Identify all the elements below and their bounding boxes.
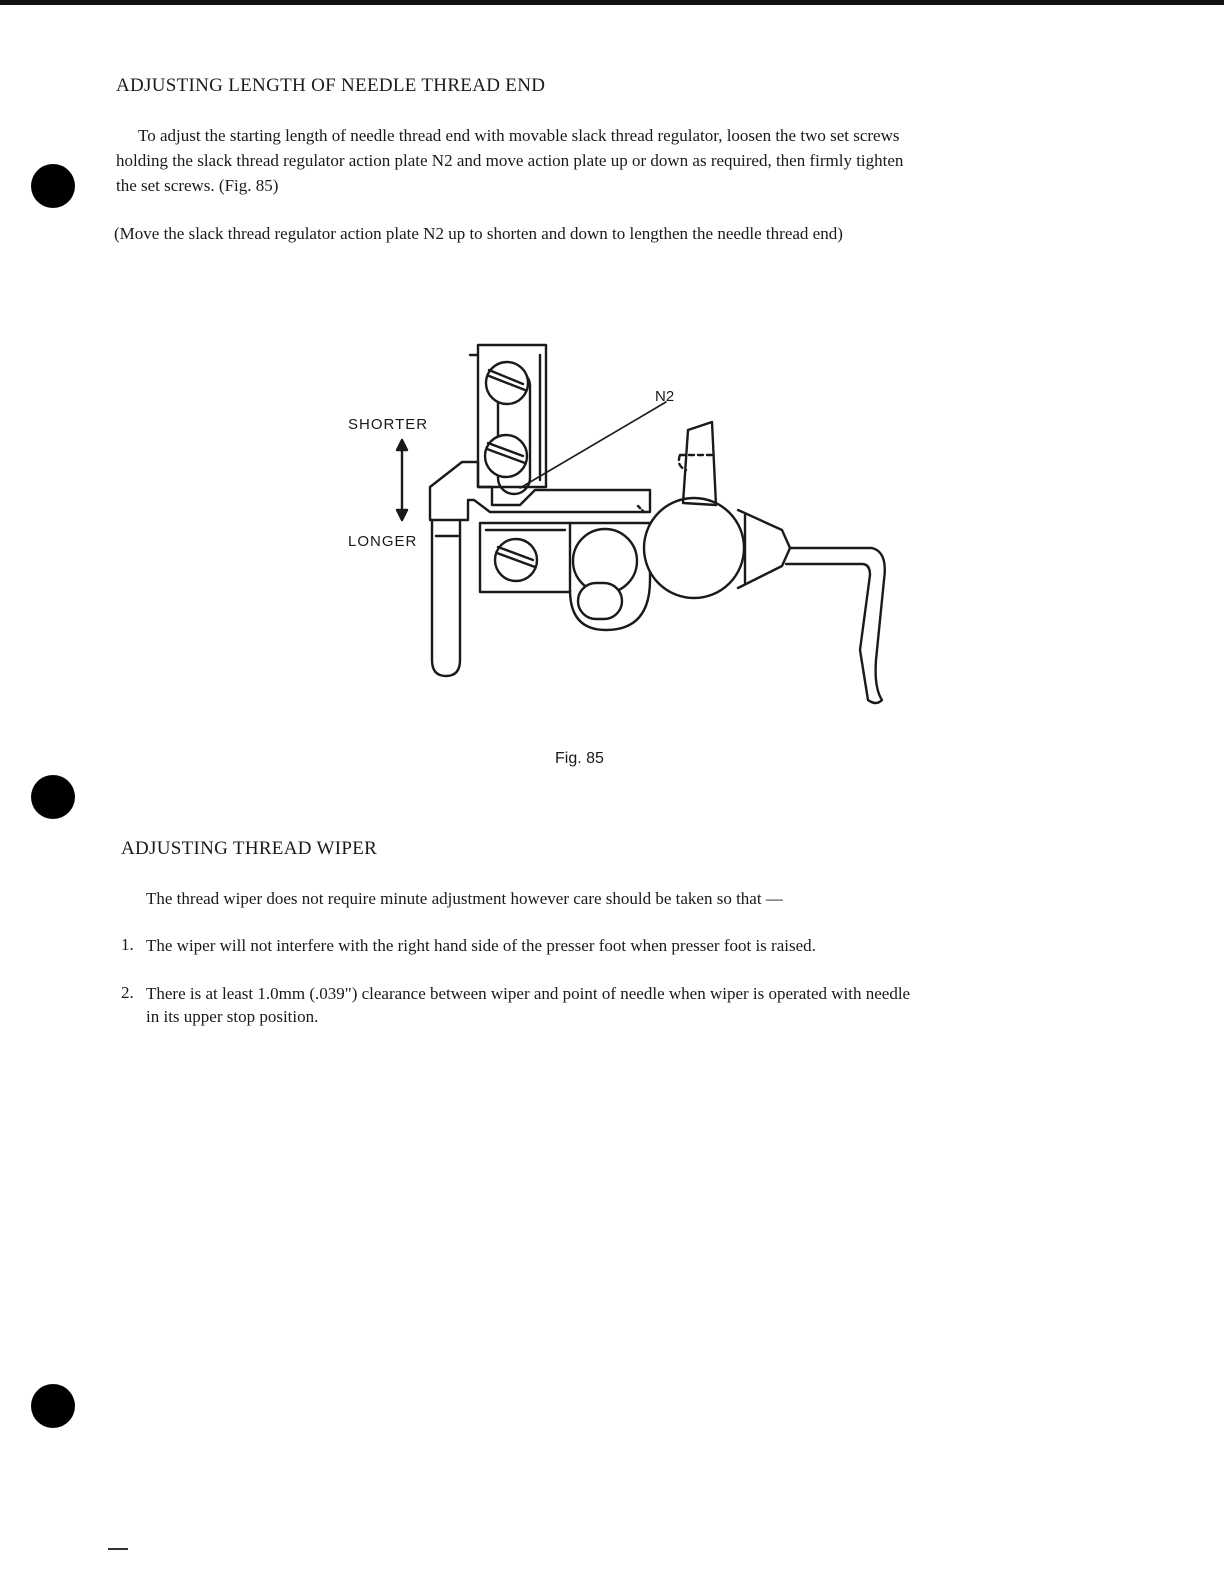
middle-set-screw bbox=[485, 435, 527, 477]
list-item-line: There is at least 1.0mm (.039") clearance between wiper and point of needle when wiper is operated with needle bbox=[146, 984, 911, 1003]
list-item-line: in its upper stop position. bbox=[146, 1007, 319, 1026]
list-item-2 bbox=[146, 981, 910, 1029]
direction-arrow-icon bbox=[397, 440, 407, 520]
lower-set-screw bbox=[495, 539, 537, 581]
label-shorter: SHORTER bbox=[348, 416, 429, 433]
upright-post-dashed bbox=[679, 455, 712, 470]
list-number-2: 2. bbox=[121, 983, 134, 1002]
list-item-line: The wiper will not interfere with the right hand side of the presser foot when presser foot is raised. bbox=[146, 936, 816, 955]
left-arm bbox=[432, 520, 460, 676]
paragraph-line: the set screws. (Fig. 85) bbox=[116, 176, 279, 195]
round-hub-slot bbox=[578, 583, 622, 619]
section-heading-needle-thread: ADJUSTING LENGTH OF NEEDLE THREAD END bbox=[116, 75, 546, 96]
paragraph-wiper-intro: The thread wiper does not require minute adjustment however care should be taken so that — bbox=[146, 889, 783, 908]
label-longer: LONGER bbox=[348, 533, 418, 550]
paragraph-line: holding the slack thread regulator action plate N2 and move action plate up or down as required, then firmly tighten bbox=[116, 151, 904, 170]
n2-leader-line bbox=[520, 402, 666, 488]
upright-post bbox=[683, 422, 716, 505]
bottom-margin-mark bbox=[108, 1548, 128, 1550]
wiper-arm bbox=[786, 548, 885, 703]
upper-set-screw bbox=[486, 362, 528, 404]
large-disk bbox=[644, 498, 744, 598]
list-item-1 bbox=[146, 933, 816, 958]
paragraph-line: To adjust the starting length of needle thread end with movable slack thread regulator, loosen the two set screws bbox=[138, 126, 900, 145]
section-heading-thread-wiper: ADJUSTING THREAD WIPER bbox=[121, 838, 378, 859]
label-n2: N2 bbox=[655, 388, 675, 405]
paragraph-note: (Move the slack thread regulator action plate N2 up to shorten and down to lengthen the needle thread end) bbox=[114, 224, 843, 243]
list-number-1: 1. bbox=[121, 935, 134, 954]
figure-caption: Fig. 85 bbox=[555, 750, 604, 767]
